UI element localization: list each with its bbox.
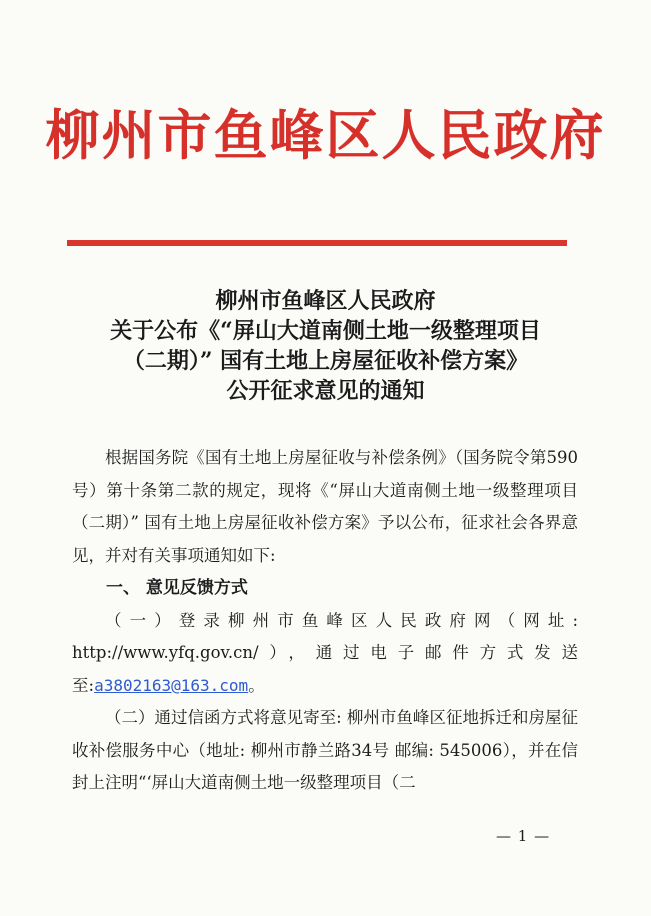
feedback-item-1-text: （一）登录柳州市鱼峰区人民政府网（网址: http://www.yfq.gov.cn/），通过电子邮件方式发送至: [72,610,578,695]
title-line-3: （二期）” 国有土地上房屋征收补偿方案》 [122,348,529,374]
title-line-2: 关于公布《“屏山大道南侧土地一级整理项目 [110,318,541,344]
document-body [72,442,578,800]
feedback-item-2: （二）通过信函方式将意见寄至: 柳州市鱼峰区征地拆迁和房屋征收补偿服务中心（地址: 柳州市静兰路34号 邮编: 545006），并在信封上注明“‘屏山大道南侧土地一级整理项目（二 [72,708,578,792]
red-divider [67,240,567,246]
page-number: — 1 — [496,827,551,845]
email-link[interactable]: a3802163@163.com [94,675,249,695]
feedback-item-1-end: 。 [248,675,265,695]
agency-header: 柳州市鱼峰区人民政府 [45,103,606,167]
title-line-1: 柳州市鱼峰区人民政府 [215,288,436,314]
feedback-item-1 [72,605,578,703]
intro-paragraph: 根据国务院《国有土地上房屋征收与补偿条例》（国务院令第590号）第十条第二款的规定，现将《“屏山大道南侧土地一级整理项目（二期）” 国有土地上房屋征收补偿方案》予以公布，征求社会各界意见，并对有关事项通知如下: [72,448,578,565]
section-heading-feedback: 一、 意见反馈方式 [106,578,248,598]
title-line-4: 公开征求意见的通知 [226,378,425,404]
document-title [40,286,611,406]
